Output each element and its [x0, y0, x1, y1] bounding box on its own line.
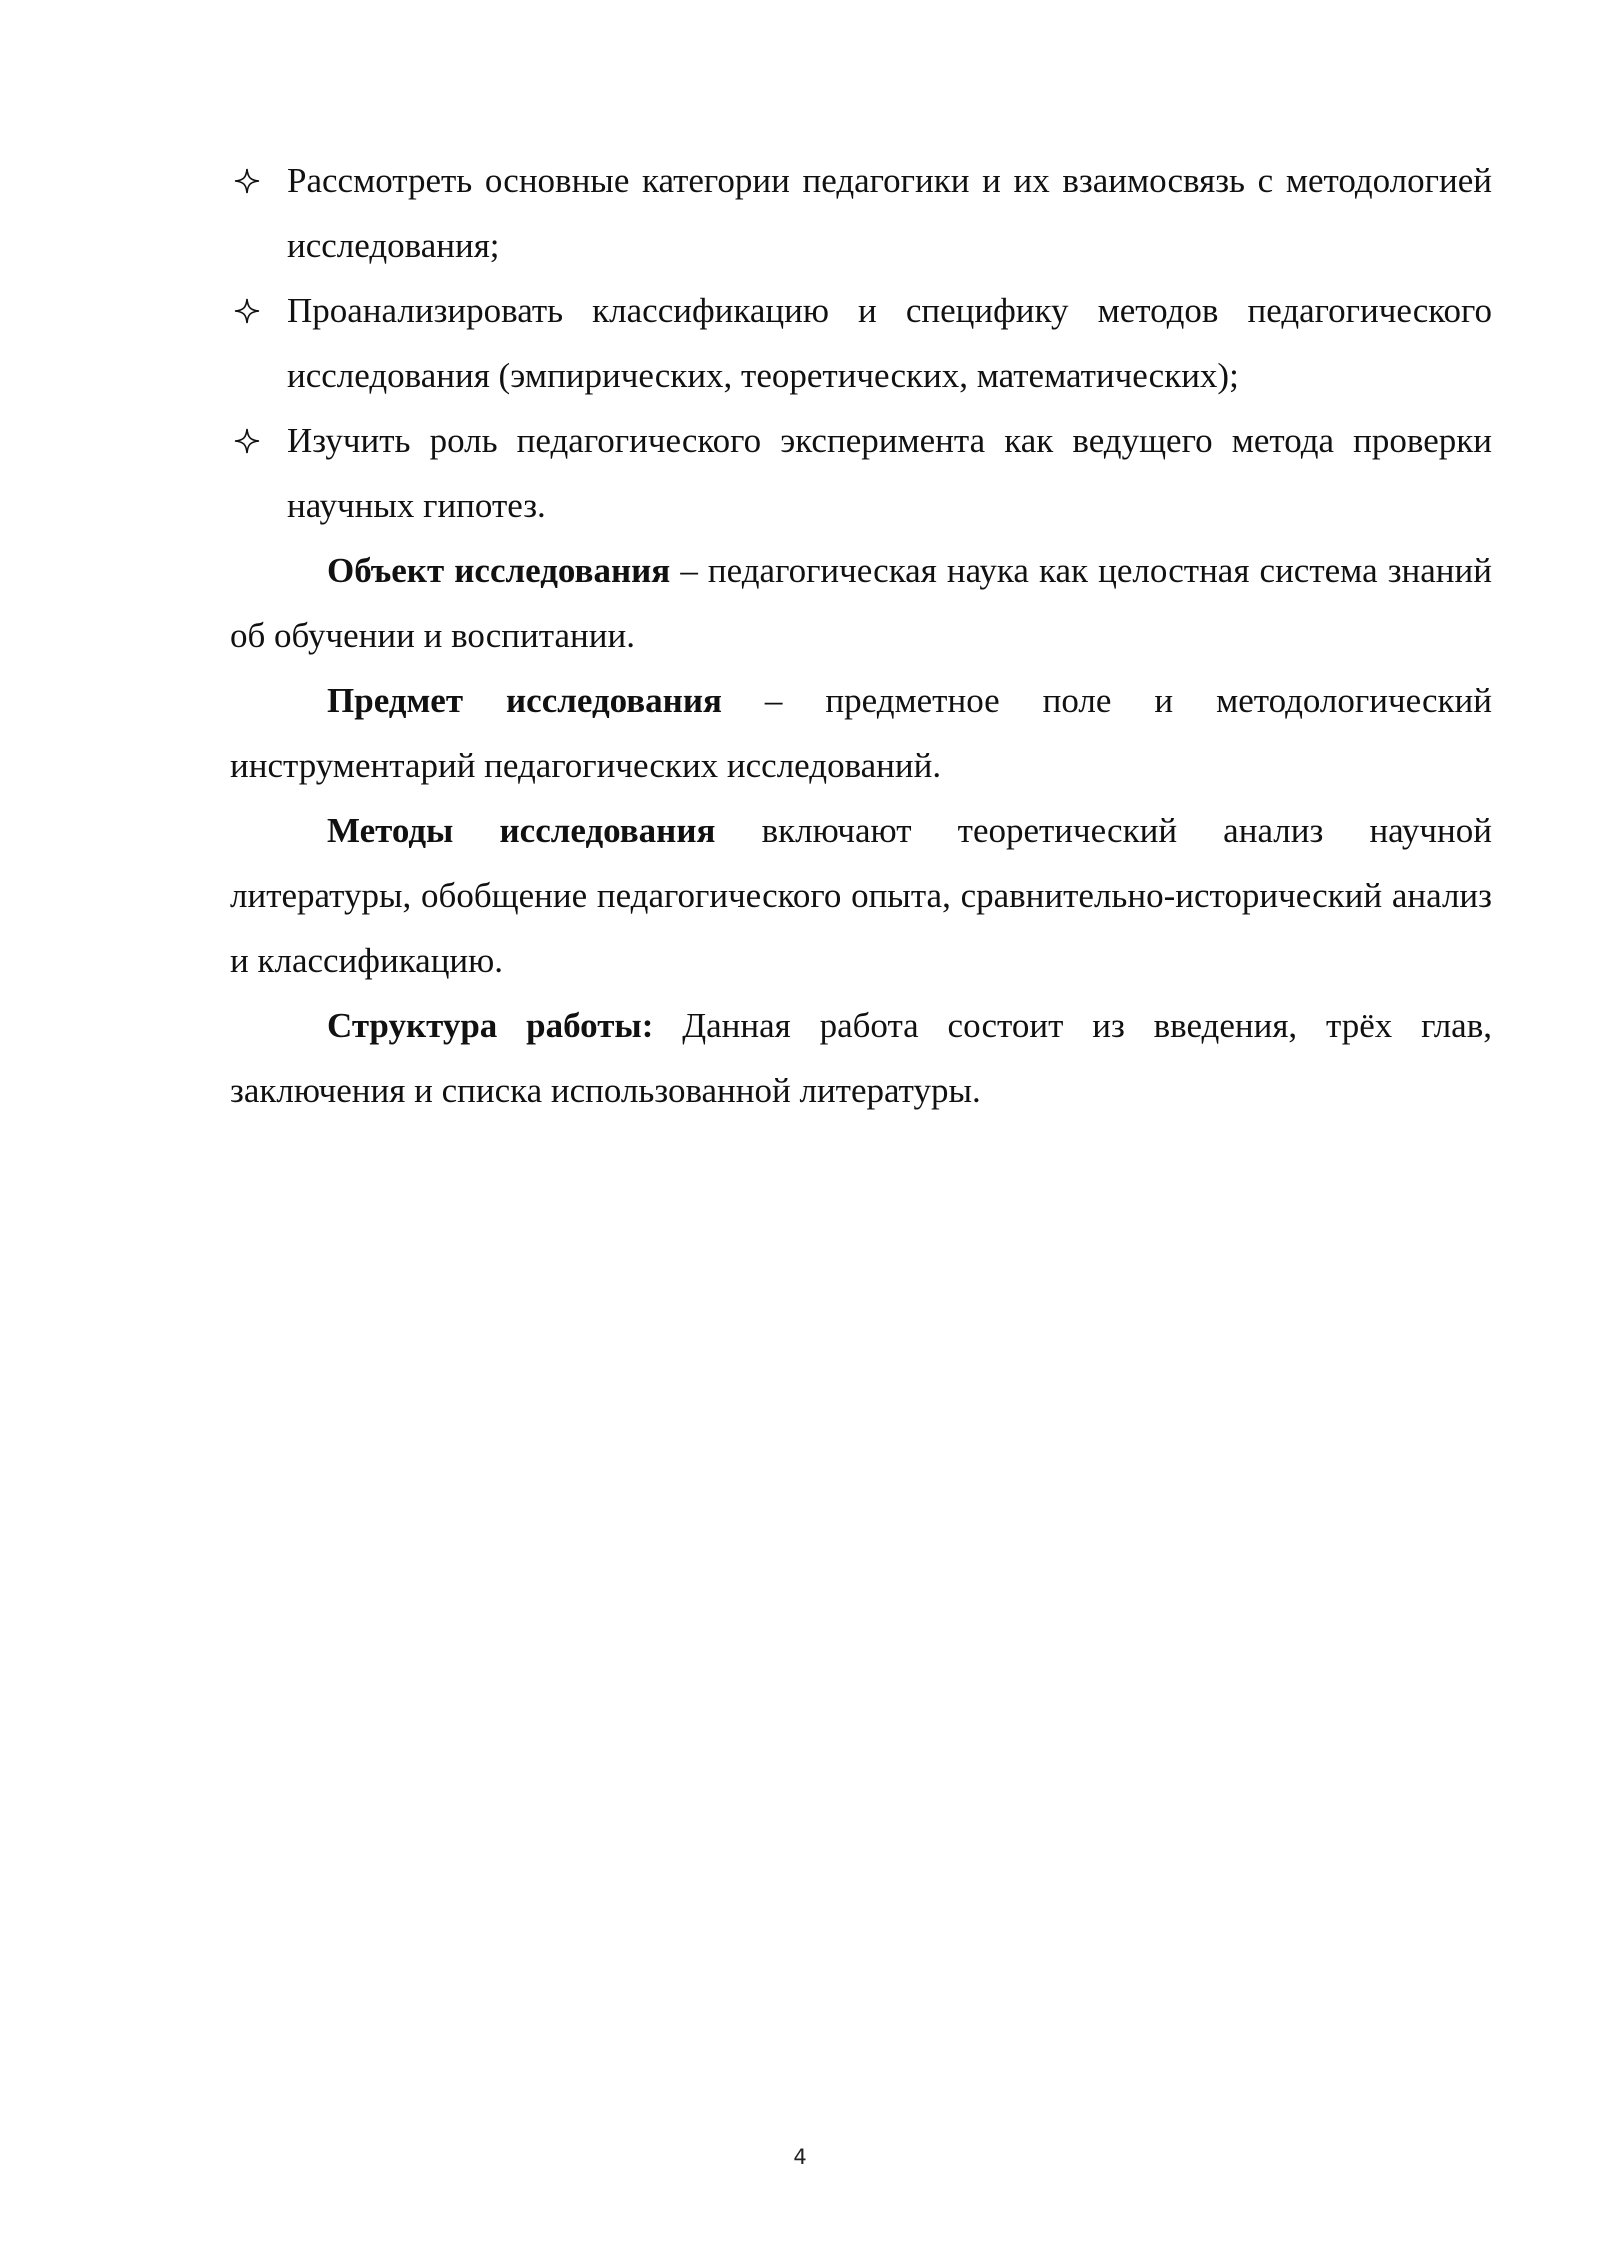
four-pointed-star-icon [232, 278, 262, 343]
paragraph-term: Структура работы: [327, 1006, 654, 1045]
list-item [230, 148, 1492, 278]
list-item-text: Проанализировать классификацию и специфику методов педагогического исследования (эмпирических, теоретических, математических); [287, 291, 1492, 395]
paragraph-subject [230, 668, 1492, 798]
list-item-text: Изучить роль педагогического эксперимента как ведущего метода проверки научных гипотез. [287, 421, 1492, 525]
list-item-text: Рассмотреть основные категории педагогики и их взаимосвязь с методологией исследования; [287, 161, 1492, 265]
page-content [230, 148, 1492, 1123]
paragraph-text: – предметное поле и методологический инструментарий педагогических исследований. [230, 681, 1492, 785]
paragraph-text: включают теоретический анализ научной литературы, обобщение педагогического опыта, сравнительно-исторический анализ и классификацию. [230, 811, 1492, 980]
paragraph-term: Методы исследования [327, 811, 716, 850]
four-pointed-star-icon [232, 408, 262, 473]
list-item [230, 278, 1492, 408]
list-item [230, 408, 1492, 538]
paragraph-term: Предмет исследования [327, 681, 722, 720]
four-pointed-star-icon [232, 148, 262, 213]
paragraph-methods [230, 798, 1492, 993]
paragraph-structure [230, 993, 1492, 1123]
task-list [230, 148, 1492, 538]
paragraph-object [230, 538, 1492, 668]
paragraph-text: Данная работа состоит из введения, трёх глав, заключения и списка использованной литературы. [230, 1006, 1492, 1110]
paragraph-text: – педагогическая наука как целостная система знаний об обучении и воспитании. [230, 551, 1493, 655]
page-number: 4 [793, 2145, 807, 2169]
paragraph-term: Объект исследования [327, 551, 671, 590]
